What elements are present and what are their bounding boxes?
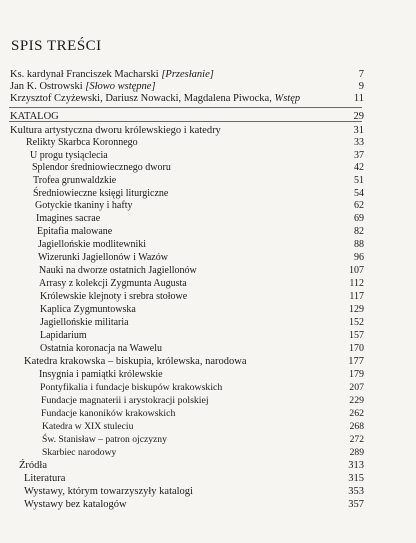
toc-entry: [0, 459, 416, 472]
divider: [9, 107, 362, 108]
toc-page-number: 313: [348, 460, 364, 471]
toc-entry: [0, 290, 416, 303]
toc-entry-title: [40, 316, 129, 329]
toc-entry-text: Jagiellońskie militaria: [40, 317, 129, 328]
toc-page-number: 7: [358, 69, 364, 80]
toc-page-number: 54: [354, 188, 364, 199]
toc-entry-title: [42, 446, 116, 459]
toc-entry: [0, 174, 416, 187]
toc-entry-title: [10, 92, 300, 105]
page-title: SPIS TREŚCI: [11, 38, 102, 54]
toc-page-number: 157: [349, 330, 364, 341]
toc-entry-text: Fundacje kanoników krakowskich: [41, 408, 176, 419]
toc-entry-text: Arrasy z kolekcji Zygmunta Augusta: [39, 278, 187, 289]
toc-entry-title: [24, 355, 246, 368]
toc-page-number: 96: [354, 252, 364, 263]
toc-entry-text: Królewskie klejnoty i srebra stołowe: [40, 291, 188, 302]
toc-entry: [0, 342, 416, 355]
toc-entry-text: Wystawy bez katalogów: [24, 499, 127, 510]
toc-entry-title: [40, 303, 136, 316]
toc-entry-title: [37, 225, 112, 238]
toc-entry-text: KATALOG: [10, 111, 59, 122]
toc-entry-title: [39, 277, 187, 290]
toc-entry-text: Źródła: [19, 460, 47, 471]
toc-entry-text: Ostatnia koronacja na Wawelu: [40, 343, 163, 354]
toc-page-number: 42: [354, 162, 364, 173]
toc-page-number: 107: [349, 265, 364, 276]
toc-entry: [0, 136, 416, 149]
toc-entry: [0, 420, 416, 433]
toc-entry: [0, 225, 416, 238]
toc-entry-subtitle: [Słowo wstępne]: [85, 81, 156, 92]
toc-entry-text: Imagines sacrae: [36, 213, 101, 224]
toc-entry-text: Katedra krakowska – biskupia, królewska, narodowa: [24, 356, 247, 367]
toc-entry: [0, 238, 416, 251]
toc-entry-text: Kaplica Zygmuntowska: [40, 304, 136, 315]
toc-page-number: 272: [349, 434, 364, 445]
toc-entry-subtitle: [Przesłanie]: [161, 69, 214, 80]
toc-entry-text: Wizerunki Jagiellonów i Wazów: [38, 252, 168, 263]
toc-page-number: 357: [348, 499, 364, 510]
toc-entry-title: [26, 136, 138, 149]
toc-page-number: 289: [349, 447, 364, 458]
toc-entry: [0, 472, 416, 485]
toc-page-number: 152: [349, 317, 364, 328]
toc-entry: [0, 394, 416, 407]
toc-entry-text: Lapidarium: [40, 330, 87, 341]
toc-page-number: 82: [354, 226, 364, 237]
toc-entry: [0, 303, 416, 316]
toc-page-number: 268: [349, 421, 364, 432]
toc-entry: [0, 92, 416, 105]
toc-page-number: 31: [353, 125, 364, 136]
toc-entry: [0, 368, 416, 381]
toc-page-number: 207: [349, 382, 364, 393]
toc-entry: [0, 433, 416, 446]
toc-page-number: 262: [349, 408, 364, 419]
toc-page-number: 69: [354, 213, 364, 224]
toc-entry-title: [24, 498, 127, 511]
toc-entry-title: [40, 342, 162, 355]
toc-page-number: 170: [349, 343, 364, 354]
toc-page-number: 33: [354, 137, 364, 148]
toc-entry-title: [42, 433, 167, 446]
divider: [9, 121, 362, 122]
toc-entry-text: Trofea grunwaldzkie: [33, 175, 117, 186]
toc-entry-title: [39, 368, 163, 381]
toc-entry-text: Fundacje magnaterii i arystokracji polskiej: [41, 395, 209, 406]
toc-entry: [0, 251, 416, 264]
toc-entry-text: Jagiellońskie modlitewniki: [38, 239, 147, 250]
toc-entry: [0, 316, 416, 329]
toc-entry-text: Literatura: [24, 473, 66, 484]
toc-entry-title: [24, 485, 193, 498]
toc-page-number: 29: [353, 111, 364, 122]
toc-entry-text: Kultura artystyczna dworu królewskiego i katedry: [10, 125, 221, 136]
toc-entry-text: Nauki na dworze ostatnich Jagiellonów: [39, 265, 197, 276]
toc-entry-text: Pontyfikalia i fundacje biskupów krakowskich: [40, 382, 223, 393]
toc-entry-title: [36, 212, 100, 225]
toc-entry-text: Skarbiec narodowy: [42, 447, 117, 458]
toc-page-number: 88: [354, 239, 364, 250]
toc-entry: [0, 355, 416, 368]
toc-entry-title: [24, 472, 65, 485]
toc-entry: [0, 381, 416, 394]
toc-page-number: 353: [348, 486, 364, 497]
toc-entry-text: Splendor średniowiecznego dworu: [32, 162, 171, 173]
toc-entry-title: [41, 394, 209, 407]
toc-entry-text: Św. Stanisław – patron ojczyzny: [42, 434, 167, 445]
toc-entry: [0, 277, 416, 290]
toc-entry-text: Średniowieczne księgi liturgiczne: [33, 188, 169, 199]
toc-entry-title: [38, 238, 146, 251]
toc-entry-title: [40, 381, 222, 394]
toc-page-number: 315: [348, 473, 364, 484]
toc-entry-text: Ks. kardynał Franciszek Macharski: [10, 69, 162, 80]
toc-page-number: 229: [349, 395, 364, 406]
toc-entry-title: [32, 161, 171, 174]
toc-entry: [0, 161, 416, 174]
toc-entry-text: Krzysztof Czyżewski, Dariusz Nowacki, Magdalena Piwocka,: [10, 93, 275, 104]
toc-entry-title: [42, 420, 133, 433]
toc-page-number: 9: [358, 81, 364, 92]
toc-entry: [0, 212, 416, 225]
toc-page-number: 112: [349, 278, 364, 289]
toc-entry-text: U progu tysiąclecia: [30, 150, 108, 161]
toc-entry-title: [33, 174, 116, 187]
toc-page-number: 62: [354, 200, 364, 211]
toc-page-number: 177: [348, 356, 364, 367]
toc-entry-title: [40, 329, 87, 342]
toc-entry: [0, 446, 416, 459]
toc-entry-text: Gotyckie tkaniny i hafty: [35, 200, 133, 211]
toc-entry-title: [19, 459, 47, 472]
toc-page-number: 11: [353, 93, 364, 104]
toc-entry-title: [35, 199, 132, 212]
toc-entry: [0, 485, 416, 498]
toc-entry-title: [40, 290, 187, 303]
toc-entry-text: Relikty Skarbca Koronnego: [26, 137, 138, 148]
toc-entry-title: [38, 251, 168, 264]
toc-entry-text: Epitafia malowane: [37, 226, 113, 237]
toc-entry: [0, 329, 416, 342]
toc-page-number: 117: [349, 291, 364, 302]
toc-entry: [0, 264, 416, 277]
toc-page-number: 51: [354, 175, 364, 186]
toc-entry: [0, 498, 416, 511]
toc-page-number: 179: [349, 369, 364, 380]
toc-page-number: 37: [354, 150, 364, 161]
toc-entry: [0, 199, 416, 212]
toc-entry-text: Insygnia i pamiątki królewskie: [39, 369, 163, 380]
toc-entry-subtitle: Wstęp: [274, 93, 301, 104]
toc-entry-title: [39, 264, 197, 277]
toc-page-number: 129: [349, 304, 364, 315]
toc-entry: [0, 407, 416, 420]
toc-entry-text: Katedra w XIX stuleciu: [42, 421, 134, 432]
toc-entry-title: [41, 407, 175, 420]
toc-entry-text: Wystawy, którym towarzyszyły katalogi: [24, 486, 193, 497]
toc-entry-text: Jan K. Ostrowski: [10, 81, 86, 92]
